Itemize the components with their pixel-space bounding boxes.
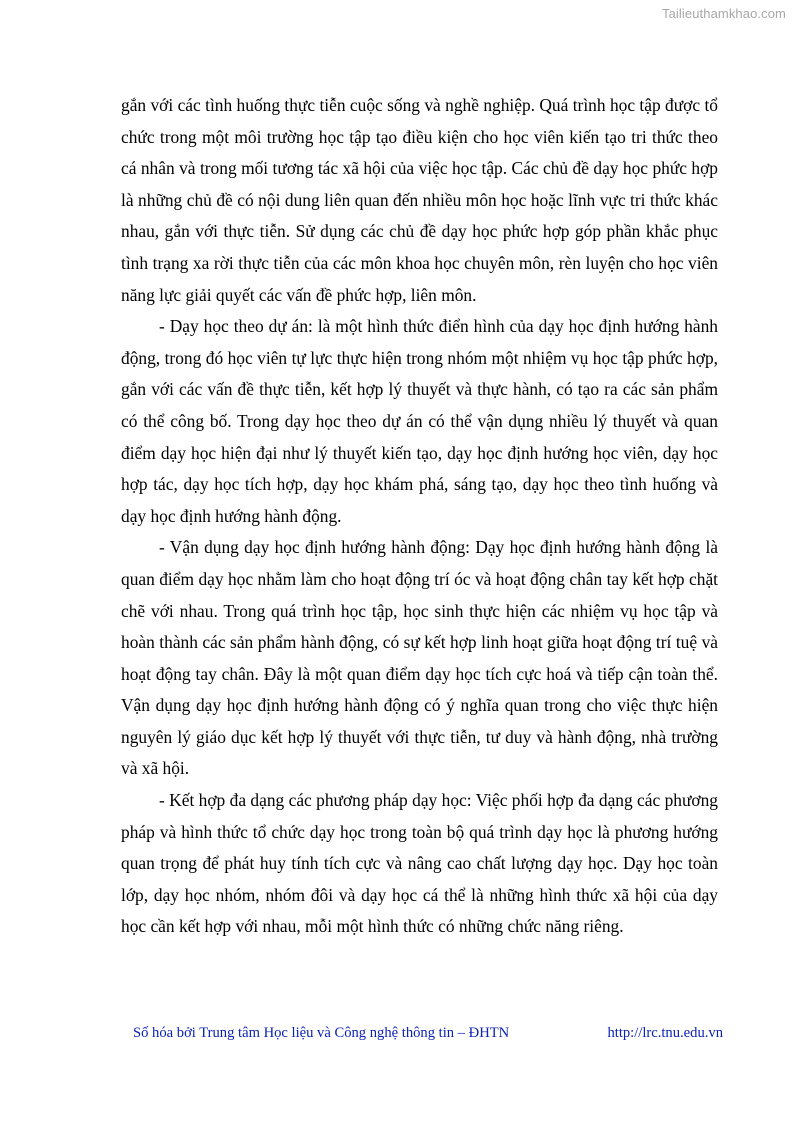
paragraph-action-oriented-teaching: - Vận dụng dạy học định hướng hành động: Dạy học định hướng hành động là quan điểm dạy học nhằm làm cho hoạt động trí óc và hoạt động chân tay kết hợp chặt chẽ với nhau. Trong quá trình học tập, học sinh thực hiện các nhiệm vụ học tập và hoàn thành các sản phẩm hành động, có sự kết hợp linh hoạt giữa hoạt động trí tuệ và hoạt động tay chân. Đây là một quan điểm dạy học tích cực hoá và tiếp cận toàn thể. Vận dụng dạy học định hướng hành động có ý nghĩa quan trong cho việc thực hiện nguyên lý giáo dục kết hợp lý thuyết với thực tiễn, tư duy và hành động, nhà trường và xã hội. — [121, 537, 718, 779]
paragraph-diverse-teaching-methods: - Kết hợp đa dạng các phương pháp dạy học: Việc phối hợp đa dạng các phương pháp và hình thức tổ chức dạy học trong toàn bộ quá trình dạy học là phương hướng quan trọng để phát huy tính tích cực và nâng cao chất lượng dạy học. Dạy học toàn lớp, dạy học nhóm, nhóm đôi và dạy học cá thể là những hình thức xã hội của dạy học cần kết hợp với nhau, mỗi một hình thức có những chức năng riêng. — [121, 790, 718, 937]
footer-url-link[interactable]: http://lrc.tnu.edu.vn — [607, 1025, 723, 1041]
page-footer — [133, 1025, 723, 1042]
footer-digitized-by: Số hóa bởi Trung tâm Học liệu và Công nghệ thông tin – ĐHTN — [133, 1025, 510, 1041]
document-body — [121, 90, 718, 943]
paragraph-project-based-teaching: - Dạy học theo dự án: là một hình thức điển hình của dạy học định hướng hành động, trong đó học viên tự lực thực hiện trong nhóm một nhiệm vụ học tập phức hợp, gắn với các vấn đề thực tiễn, kết hợp lý thuyết và thực hành, có tạo ra các sản phẩm có thể công bố. Trong dạy học theo dự án có thể vận dụng nhiều lý thuyết và quan điểm dạy học hiện đại như lý thuyết kiến tạo, dạy học định hướng học viên, dạy học hợp tác, dạy học tích hợp, dạy học khám phá, sáng tạo, dạy học theo tình huống và dạy học định hướng hành động. — [121, 316, 718, 526]
watermark-text: Tailieuthamkhao.com — [661, 6, 786, 21]
paragraph-continuation: gắn với các tình huống thực tiễn cuộc sống và nghề nghiệp. Quá trình học tập được tổ chức trong một môi trường học tập tạo điều kiện cho học viên kiến tạo tri thức theo cá nhân và trong mối tương tác xã hội của việc học tập. Các chủ đề dạy học phức hợp là những chủ đề có nội dung liên quan đến nhiều môn học hoặc lĩnh vực tri thức khác nhau, gắn với thực tiễn. Sử dụng các chủ đề dạy học phức hợp góp phần khắc phục tình trạng xa rời thực tiễn của các môn khoa học chuyên môn, rèn luyện cho học viên năng lực giải quyết các vấn đề phức hợp, liên môn. — [121, 95, 718, 305]
